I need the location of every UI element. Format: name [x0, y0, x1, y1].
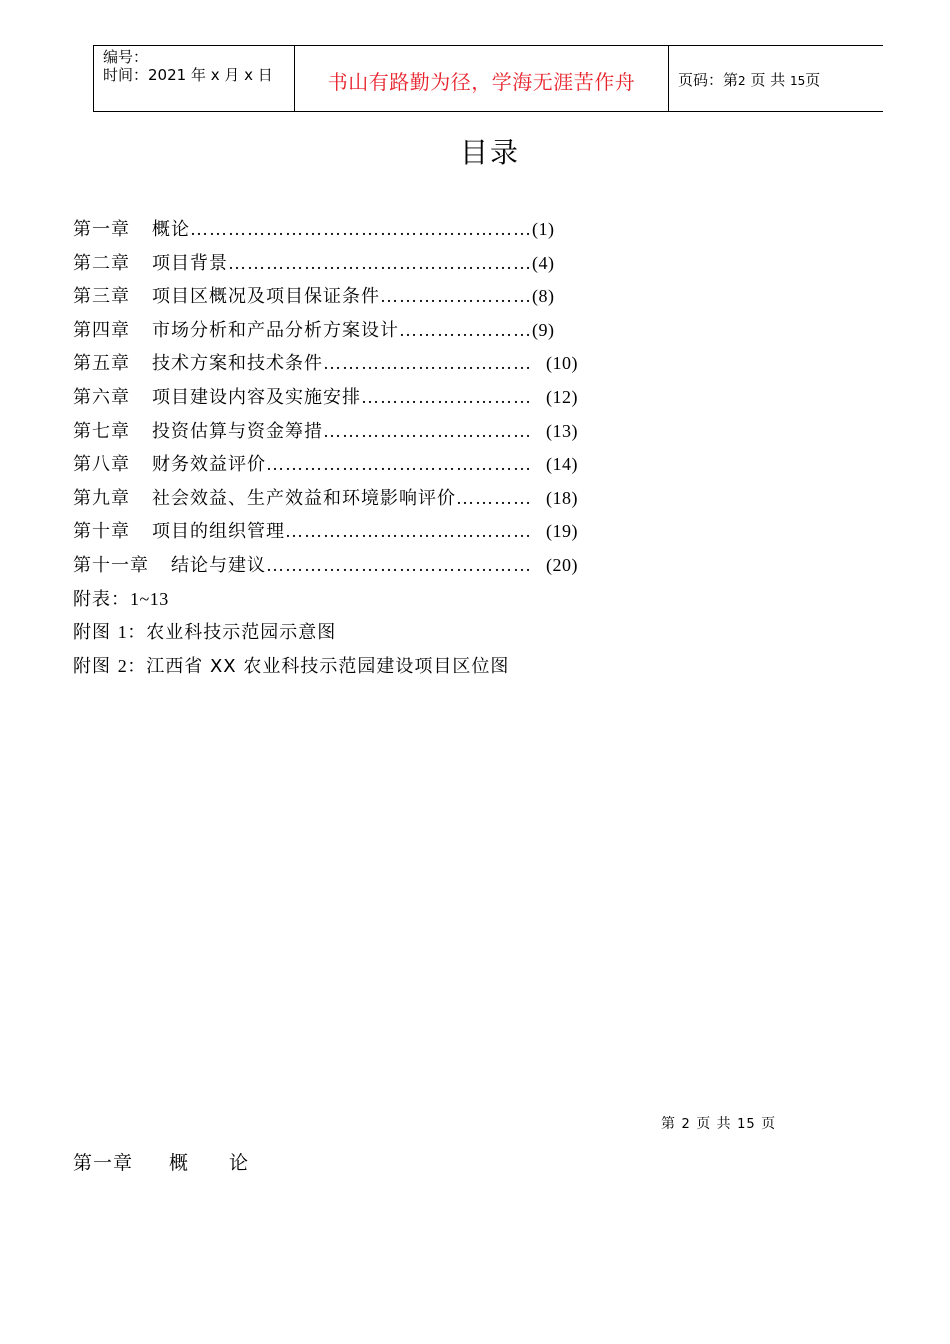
toc-entry[interactable]: 第二章 项目背景…………………………………………(4) — [73, 252, 555, 274]
document-time: 时间：2021 年 x 月 x 日 — [103, 66, 273, 84]
toc-entry[interactable]: 第三章 项目区概况及项目保证条件……………………(8) — [73, 286, 555, 308]
toc-entry[interactable]: 第五章 技术方案和技术条件…………………………… (10) — [73, 353, 578, 375]
toc-title: 目录 — [459, 136, 520, 169]
document-number-label: 编号： — [103, 48, 149, 66]
toc-entry[interactable]: 第六章 项目建设内容及实施安排……………………… (12) — [73, 386, 578, 408]
header-meta-cell — [94, 46, 295, 112]
toc-entry[interactable]: 第四章 市场分析和产品分析方案设计…………………(9) — [73, 319, 555, 341]
appendix-figure-line: 附图 1：农业科技示范园示意图 — [73, 622, 337, 644]
footer-page-number: 第 2 页 共 15 页 — [661, 1116, 777, 1132]
toc-entry[interactable]: 第八章 财务效益评价…………………………………… (14) — [73, 454, 578, 476]
toc-entry[interactable]: 第七章 投资估算与资金筹措…………………………… (13) — [73, 420, 578, 442]
appendix-table-line: 附表：1~13 — [73, 588, 169, 610]
header-motto-cell — [295, 46, 669, 112]
header-motto: 书山有路勤为径，学海无涯苦作舟 — [327, 70, 636, 94]
header-page-number: 页码：第2 页 共 15页 — [678, 71, 821, 89]
appendix-figure-line: 附图 2：江西省 XX 农业科技示范园建设项目区位图 — [73, 655, 510, 677]
toc-entry[interactable]: 第十一章 结论与建议…………………………………… (20) — [73, 554, 578, 576]
header-page-cell — [669, 46, 884, 112]
document-header — [93, 45, 883, 112]
toc-entry[interactable]: 第九章 社会效益、生产效益和环境影响评价………… (18) — [73, 487, 578, 509]
chapter-heading: 第一章 概 论 — [73, 1152, 250, 1174]
toc-entry[interactable]: 第一章 概论………………………………………………(1) — [73, 219, 555, 240]
table-of-contents — [73, 214, 578, 684]
toc-entry[interactable]: 第十章 项目的组织管理………………………………… (19) — [73, 521, 578, 543]
